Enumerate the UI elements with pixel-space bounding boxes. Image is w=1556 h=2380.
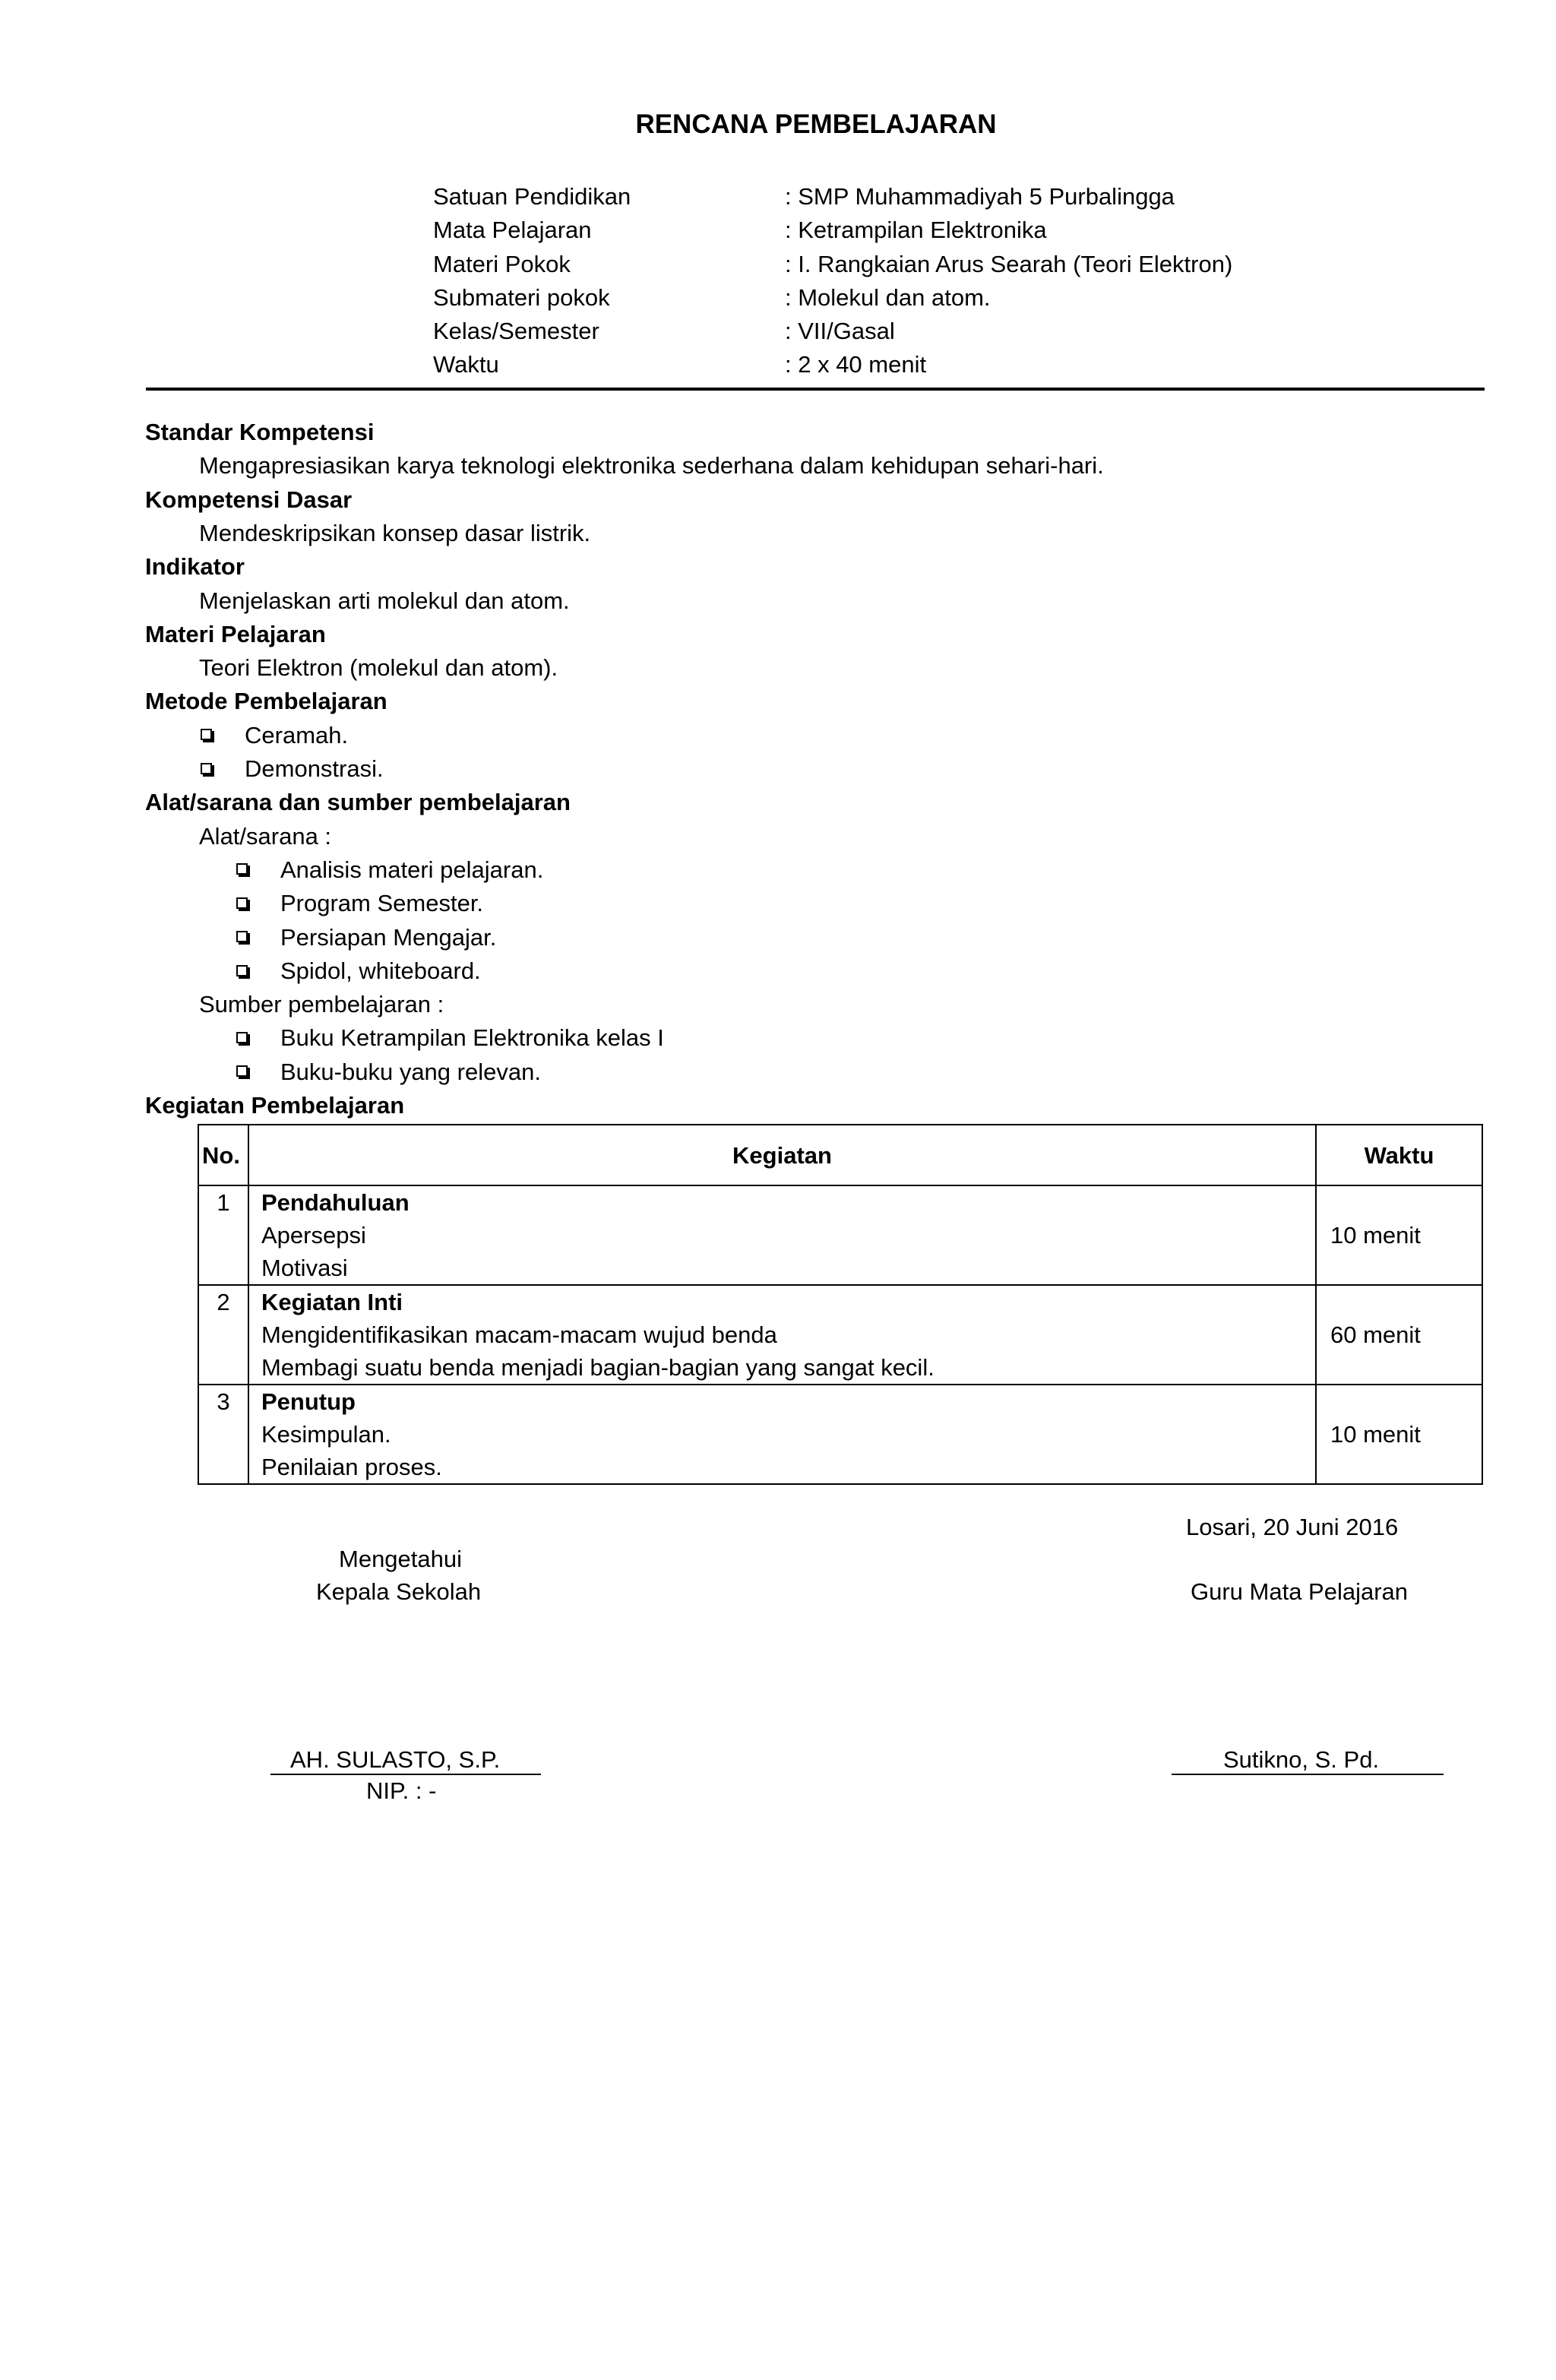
row-kegiatan [248, 1385, 1316, 1484]
guru-mata-pelajaran-label: Guru Mata Pelajaran [1191, 1578, 1409, 1605]
metode-item: Demonstrasi. [245, 755, 384, 782]
identity-label: Satuan Pendidikan [433, 183, 631, 210]
mengetahui-label: Mengetahui [339, 1546, 463, 1572]
checkbox-bullet-icon [236, 931, 248, 942]
column-header-waktu: Waktu [1316, 1125, 1482, 1185]
guru-signature-line [1172, 1774, 1444, 1775]
identity-value: : VII/Gasal [785, 318, 895, 344]
checkbox-bullet-icon [236, 1065, 248, 1077]
alat-item: Persiapan Mengajar. [280, 924, 497, 951]
table-row [198, 1285, 1482, 1385]
row-title: Penutup [261, 1388, 356, 1415]
row-line: Penilaian proses. [261, 1454, 442, 1480]
row-waktu: 60 menit [1316, 1285, 1482, 1385]
kepala-sekolah-name: AH. SULASTO, S.P. [290, 1746, 501, 1773]
identity-label: Waktu [433, 351, 499, 378]
identity-value: : 2 x 40 menit [785, 351, 927, 378]
checkbox-bullet-icon [201, 763, 212, 774]
identity-label: Materi Pokok [433, 251, 571, 277]
identity-value: : Molekul dan atom. [785, 284, 991, 311]
row-number: 2 [198, 1285, 248, 1385]
alat-sarana-label: Alat/sarana : [199, 823, 332, 850]
identity-label: Mata Pelajaran [433, 217, 592, 243]
table-row [198, 1385, 1482, 1484]
document-title: RENCANA PEMBELAJARAN [635, 109, 997, 139]
identity-label: Kelas/Semester [433, 318, 599, 344]
kompetensi-dasar-heading: Kompetensi Dasar [145, 486, 353, 513]
row-line: Kesimpulan. [261, 1421, 391, 1448]
indikator-heading: Indikator [145, 553, 245, 580]
row-kegiatan [248, 1285, 1316, 1385]
row-kegiatan [248, 1185, 1316, 1285]
checkbox-bullet-icon [236, 1032, 248, 1043]
row-line: Membagi suatu benda menjadi bagian-bagian yang sangat kecil. [261, 1354, 935, 1381]
alat-sumber-heading: Alat/sarana dan sumber pembelajaran [145, 789, 571, 815]
checkbox-bullet-icon [236, 897, 248, 909]
row-line: Apersepsi [261, 1222, 366, 1249]
row-waktu: 10 menit [1316, 1185, 1482, 1285]
indikator-text: Menjelaskan arti molekul dan atom. [199, 587, 570, 614]
checkbox-bullet-icon [201, 729, 212, 740]
row-title: Kegiatan Inti [261, 1289, 403, 1315]
identity-value: : SMP Muhammadiyah 5 Purbalingga [785, 183, 1175, 210]
sumber-item: Buku Ketrampilan Elektronika kelas I [280, 1024, 664, 1051]
kegiatan-heading: Kegiatan Pembelajaran [145, 1092, 405, 1119]
checkbox-bullet-icon [236, 965, 248, 976]
place-date: Losari, 20 Juni 2016 [1186, 1514, 1399, 1540]
row-title: Pendahuluan [261, 1189, 410, 1216]
alat-item: Analisis materi pelajaran. [280, 856, 544, 883]
materi-pelajaran-heading: Materi Pelajaran [145, 621, 326, 647]
standar-kompetensi-heading: Standar Kompetensi [145, 419, 375, 445]
metode-heading: Metode Pembelajaran [145, 688, 387, 714]
identity-value: : Ketrampilan Elektronika [785, 217, 1047, 243]
sumber-item: Buku-buku yang relevan. [280, 1059, 541, 1085]
table-row [198, 1185, 1482, 1285]
row-line: Motivasi [261, 1255, 348, 1281]
kepala-sekolah-nip: NIP. : - [366, 1777, 437, 1804]
guru-name: Sutikno, S. Pd. [1223, 1746, 1380, 1773]
row-waktu: 10 menit [1316, 1385, 1482, 1484]
alat-item: Spidol, whiteboard. [280, 957, 481, 984]
kegiatan-table [198, 1124, 1483, 1485]
alat-item: Program Semester. [280, 890, 484, 916]
sumber-label: Sumber pembelajaran : [199, 991, 444, 1018]
row-line: Mengidentifikasikan macam-macam wujud benda [261, 1321, 777, 1348]
identity-value: : I. Rangkaian Arus Searah (Teori Elektron) [785, 251, 1233, 277]
kompetensi-dasar-text: Mendeskripsikan konsep dasar listrik. [199, 520, 591, 546]
column-header-kegiatan: Kegiatan [248, 1125, 1316, 1185]
column-header-no: No. [198, 1125, 248, 1185]
metode-item: Ceramah. [245, 722, 349, 748]
kepala-sekolah-signature-line [270, 1774, 541, 1775]
row-number: 1 [198, 1185, 248, 1285]
table-header-row [198, 1125, 1482, 1185]
identity-label: Submateri pokok [433, 284, 610, 311]
kepala-sekolah-label: Kepala Sekolah [316, 1578, 482, 1605]
checkbox-bullet-icon [236, 863, 248, 875]
header-rule [146, 388, 1485, 391]
materi-pelajaran-text: Teori Elektron (molekul dan atom). [199, 654, 558, 681]
standar-kompetensi-text: Mengapresiasikan karya teknologi elektronika sederhana dalam kehidupan sehari-hari. [199, 452, 1104, 479]
row-number: 3 [198, 1385, 248, 1484]
